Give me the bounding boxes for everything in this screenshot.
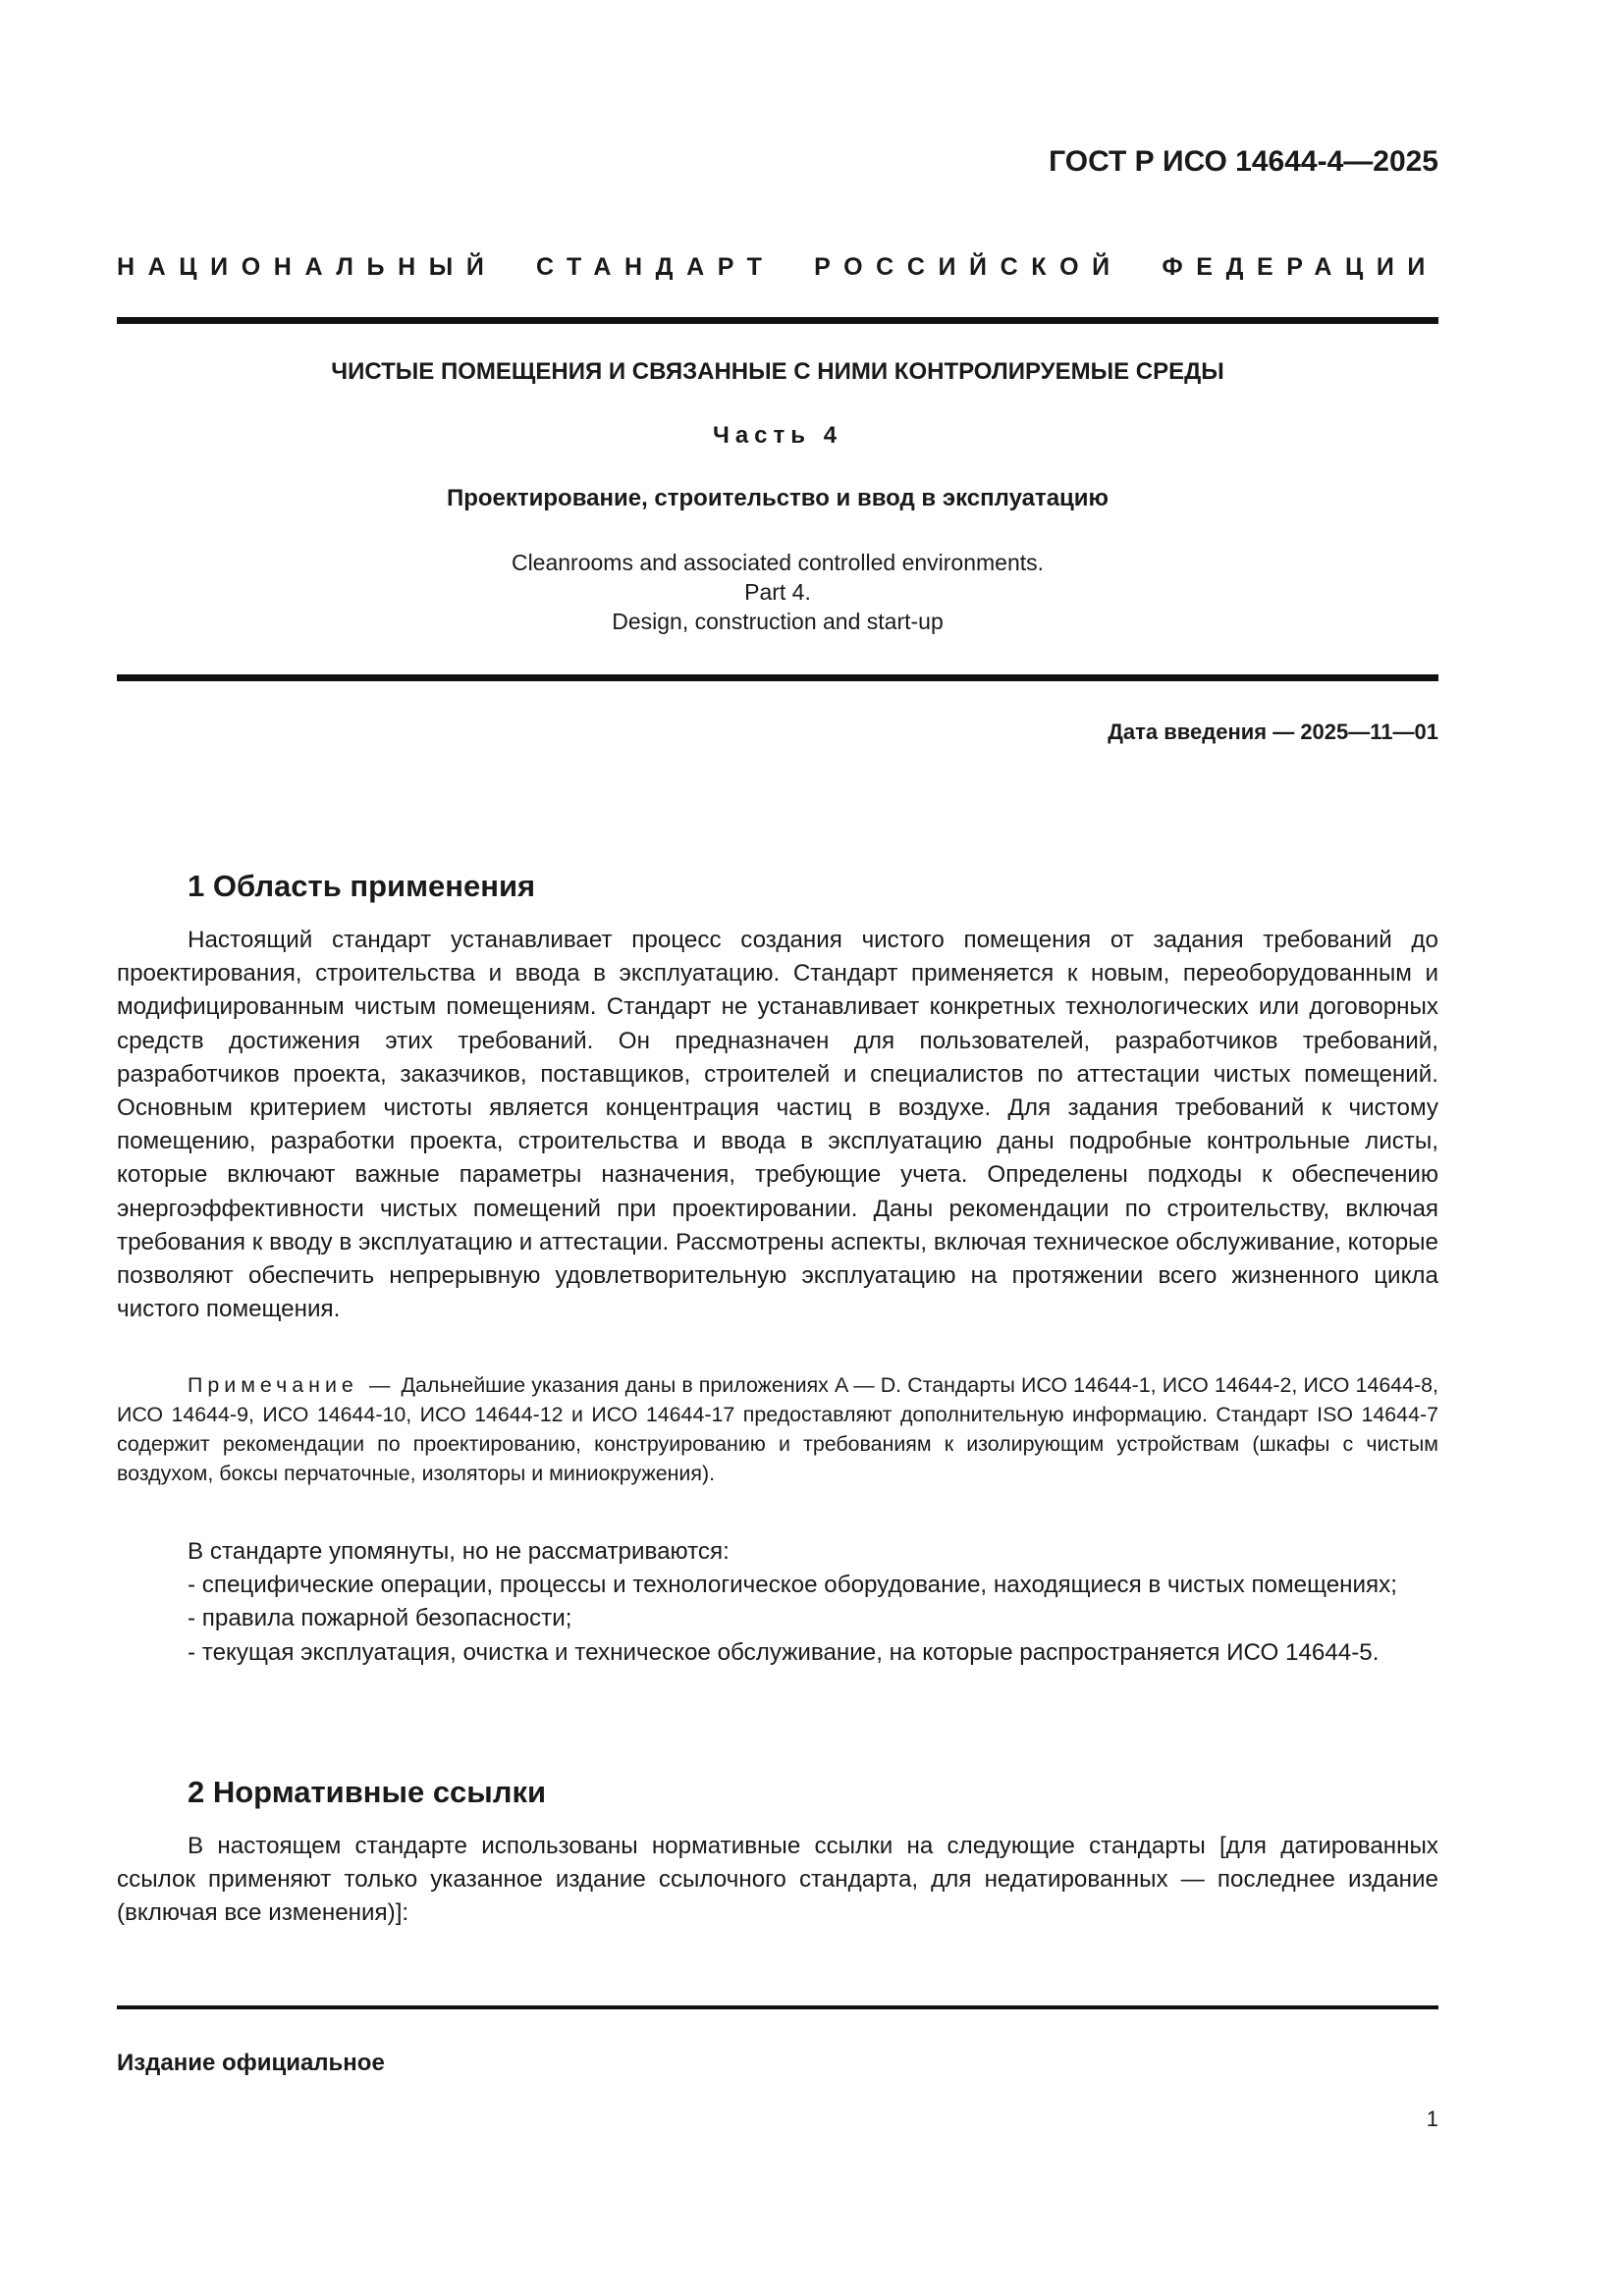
footer-divider [117, 2005, 1438, 2009]
english-title-line: Cleanrooms and associated controlled environments. [511, 550, 1045, 575]
list-item: - текущая эксплуатация, очистка и техническое обслуживание, на которые распространяется ИСО 14644-5. [188, 1638, 1380, 1666]
note-label: Примечание — [188, 1373, 396, 1397]
not-covered-list [117, 1535, 1438, 1670]
section-2-heading: 2 Нормативные ссылки [188, 1775, 547, 1809]
english-title-block [117, 548, 1438, 636]
scope-paragraph: Настоящий стандарт устанавливает процесс создания чистого помещения от задания требований до проектирования, строительства и ввода в эксплуатацию. Стандарт применяется к новым, переоборудованным и модифицированным чистым помещениям. Стандарт не устанавливает конкретных технологических или договорных средств достижения этих требований. Он предназначен для пользователей, разработчиков требований, разработчиков проекта, заказчиков, поставщиков, строителей и специалистов по аттестации чистых помещений. Основным критерием чистоты является концентрация частиц в воздухе. Для задания требований к чистому помещению, разработки проекта, строительства и ввода в эксплуатацию даны подробные контрольные листы, которые включают важные параметры назначения, требующие учета. Определены подходы к обеспечению энергоэффективности чистых помещений при проектировании. Даны рекомендации по строительству, включая требования к вводу в эксплуатацию и аттестации. Рассмотрены аспекты, включая техническое обслуживание, которые позволяют обеспечить непрерывную удовлетворительную эксплуатацию на протяжении всего жизненного цикла чистого помещения. [117, 927, 1438, 1323]
document-subtitle: Проектирование, строительство и ввод в эксплуатацию [446, 485, 1110, 511]
national-standard-heading: НАЦИОНАЛЬНЫЙ СТАНДАРТ РОССИЙСКОЙ ФЕДЕРАЦИИ [117, 253, 1438, 281]
top-divider [117, 317, 1438, 324]
title-divider [117, 674, 1438, 681]
references-paragraph: В настоящем стандарте использованы нормативные ссылки на следующие стандарты [для датированных ссылок применяют только указанное издание ссылочного стандарта, для недатированных — последнее издание (включая все изменения)]: [117, 1833, 1438, 1927]
introduction-date: Дата введения — 2025—11—01 [1108, 720, 1438, 744]
note-text: Дальнейшие указания даны в приложениях A — D. Стандарты ИСО 14644-1, ИСО 14644-2, ИСО 14644-8, ИСО 14644-9, ИСО 14644-10, ИСО 14644-12 и ИСО 14644-17 предоставляют дополнительную информацию. Стандарт ISO 14644-7 содержит рекомендации по проектированию, конструированию и требованиям к изолирующим устройствам (шкафы с чистым воздухом, боксы перчаточные, изоляторы и миниокружения). [117, 1373, 1439, 1485]
section-1-heading: 1 Область применения [188, 869, 536, 903]
section-2-body [117, 1830, 1438, 1931]
gost-number: ГОСТ Р ИСО 14644-4—2025 [1049, 145, 1438, 178]
english-subtitle-line: Design, construction and start-up [612, 609, 944, 634]
section-1-body [117, 924, 1438, 1326]
section-1-note [117, 1370, 1438, 1488]
list-item: - правила пожарной безопасности; [188, 1605, 572, 1632]
document-title: ЧИСТЫЕ ПОМЕЩЕНИЯ И СВЯЗАННЫЕ С НИМИ КОНТРОЛИРУЕМЫЕ СРЕДЫ [331, 358, 1224, 385]
not-covered-intro: В стандарте упомянуты, но не рассматриваются: [188, 1538, 730, 1565]
part-label: Часть 4 [712, 422, 843, 449]
english-part-line: Part 4. [744, 579, 811, 605]
list-item: - специфические операции, процессы и технологическое оборудование, находящиеся в чистых помещениях; [188, 1572, 1397, 1599]
page-number: 1 [1426, 2107, 1438, 2131]
official-edition-label: Издание официальное [117, 2050, 385, 2076]
note-paragraph [117, 1370, 1438, 1488]
